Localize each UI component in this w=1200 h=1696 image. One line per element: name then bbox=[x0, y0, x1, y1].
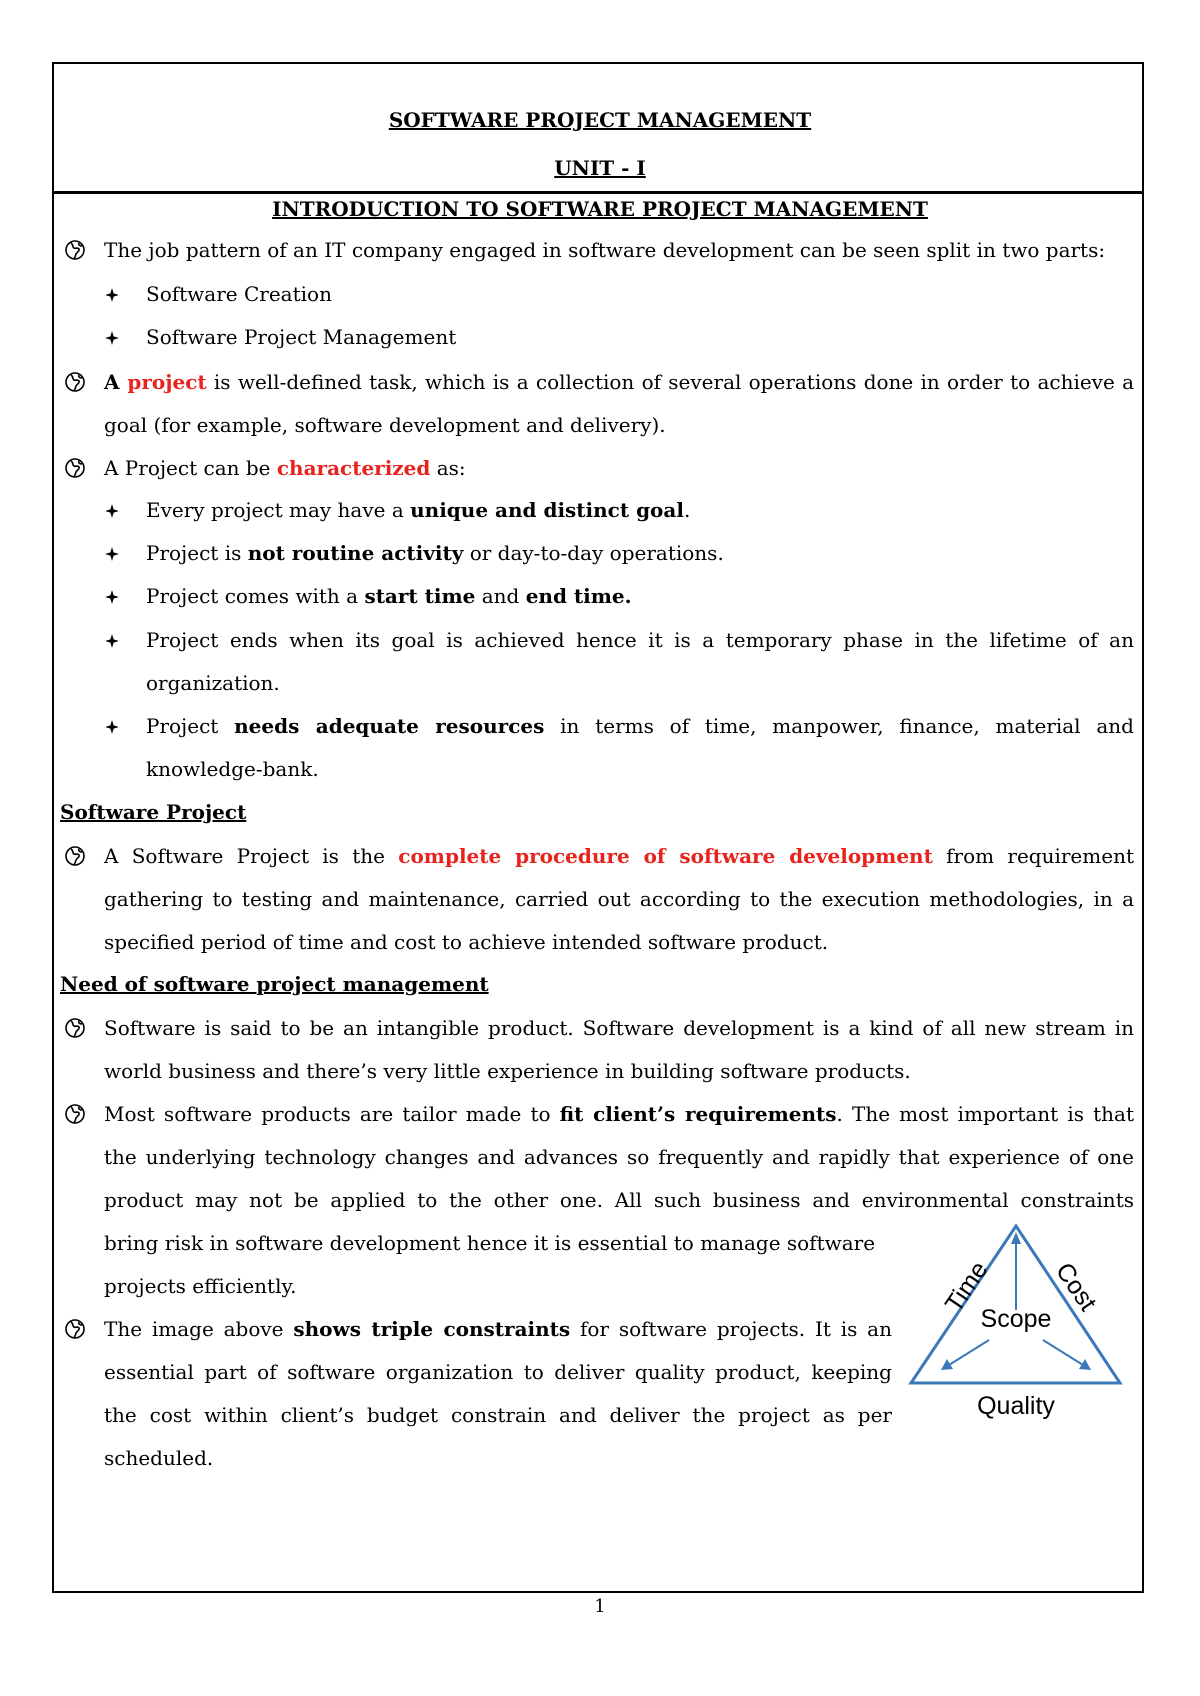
section-heading-need: Need of software project management bbox=[60, 972, 489, 996]
need-paragraph-3-cont: scheduled. bbox=[104, 1446, 214, 1470]
star-bullet-icon bbox=[105, 634, 119, 648]
list-item: Project needs adequate resources in terms of time, manpower, finance, material and bbox=[146, 714, 1134, 738]
star-bullet-icon bbox=[105, 288, 119, 302]
triple-constraint-diagram bbox=[905, 1218, 1125, 1426]
need-paragraph-1: Software is said to be an intangible product. Software development is a kind of all new stream in bbox=[104, 1016, 1134, 1040]
globe-bullet-icon bbox=[64, 1103, 86, 1125]
list-item-cont: knowledge-bank. bbox=[146, 757, 319, 781]
list-item: Project comes with a start time and end time. bbox=[146, 584, 632, 608]
list-item: Every project may have a unique and distinct goal. bbox=[146, 498, 691, 522]
page-number: 1 bbox=[594, 1596, 606, 1617]
need-paragraph-3: The image above shows triple constraints for software projects. It is an bbox=[104, 1317, 892, 1341]
arrow-right bbox=[1043, 1340, 1083, 1365]
list-item-cont: organization. bbox=[146, 671, 280, 695]
need-paragraph-3-cont: essential part of software organization to deliver quality product, keeping bbox=[104, 1360, 892, 1384]
globe-bullet-icon bbox=[64, 457, 86, 479]
section-heading-software-project: Software Project bbox=[60, 800, 247, 824]
software-project-paragraph: A Software Project is the complete procedure of software development from requirement bbox=[104, 844, 1134, 868]
globe-bullet-icon bbox=[64, 239, 86, 261]
software-project-paragraph-cont: gathering to testing and maintenance, carried out according to the execution methodologies, in a bbox=[104, 887, 1134, 911]
unit-heading: UNIT - I bbox=[554, 156, 646, 180]
need-paragraph-1-cont: world business and there’s very little experience in building software products. bbox=[104, 1059, 911, 1083]
star-bullet-icon bbox=[105, 547, 119, 561]
globe-bullet-icon bbox=[64, 1318, 86, 1340]
software-project-paragraph-cont: specified period of time and cost to achieve intended software product. bbox=[104, 930, 829, 954]
need-paragraph-2-cont: projects efficiently. bbox=[104, 1274, 297, 1298]
doc-title: SOFTWARE PROJECT MANAGEMENT bbox=[388, 108, 812, 132]
need-paragraph-2-cont: bring risk in software development hence it is essential to manage software bbox=[104, 1231, 876, 1255]
intro-paragraph-3: A Project can be characterized as: bbox=[104, 456, 466, 480]
header-rule bbox=[52, 191, 1144, 194]
list-item: Project ends when its goal is achieved hence it is a temporary phase in the lifetime of an bbox=[146, 628, 1134, 652]
star-bullet-icon bbox=[105, 720, 119, 734]
globe-bullet-icon bbox=[64, 371, 86, 393]
star-bullet-icon bbox=[105, 331, 119, 345]
star-bullet-icon bbox=[105, 504, 119, 518]
intro-paragraph-2-cont: goal (for example, software development and delivery). bbox=[104, 413, 666, 437]
globe-bullet-icon bbox=[64, 1017, 86, 1039]
need-paragraph-2-cont: the underlying technology changes and advances so frequently and rapidly that experience of one bbox=[104, 1145, 1134, 1169]
label-quality: Quality bbox=[977, 1392, 1055, 1420]
label-time: Time bbox=[939, 1256, 994, 1318]
globe-bullet-icon bbox=[64, 845, 86, 867]
intro-paragraph-2: A project is well-defined task, which is a collection of several operations done in order to achieve a bbox=[104, 370, 1134, 394]
list-item: Software Creation bbox=[146, 282, 332, 306]
star-bullet-icon bbox=[105, 590, 119, 604]
list-item: Project is not routine activity or day-to-day operations. bbox=[146, 541, 724, 565]
need-paragraph-2: Most software products are tailor made to fit client’s requirements. The most important is that bbox=[104, 1102, 1134, 1126]
arrow-left bbox=[949, 1340, 989, 1365]
label-cost: Cost bbox=[1050, 1257, 1102, 1316]
label-scope: Scope bbox=[980, 1305, 1052, 1333]
need-paragraph-2-cont: product may not be applied to the other one. All such business and environmental constraints bbox=[104, 1188, 1134, 1212]
list-item: Software Project Management bbox=[146, 325, 457, 349]
need-paragraph-3-cont: the cost within client’s budget constrain and deliver the project as per bbox=[104, 1403, 892, 1427]
intro-paragraph-1: The job pattern of an IT company engaged in software development can be seen split in two parts: bbox=[104, 238, 1106, 262]
chapter-heading: INTRODUCTION TO SOFTWARE PROJECT MANAGEMENT bbox=[272, 197, 928, 221]
